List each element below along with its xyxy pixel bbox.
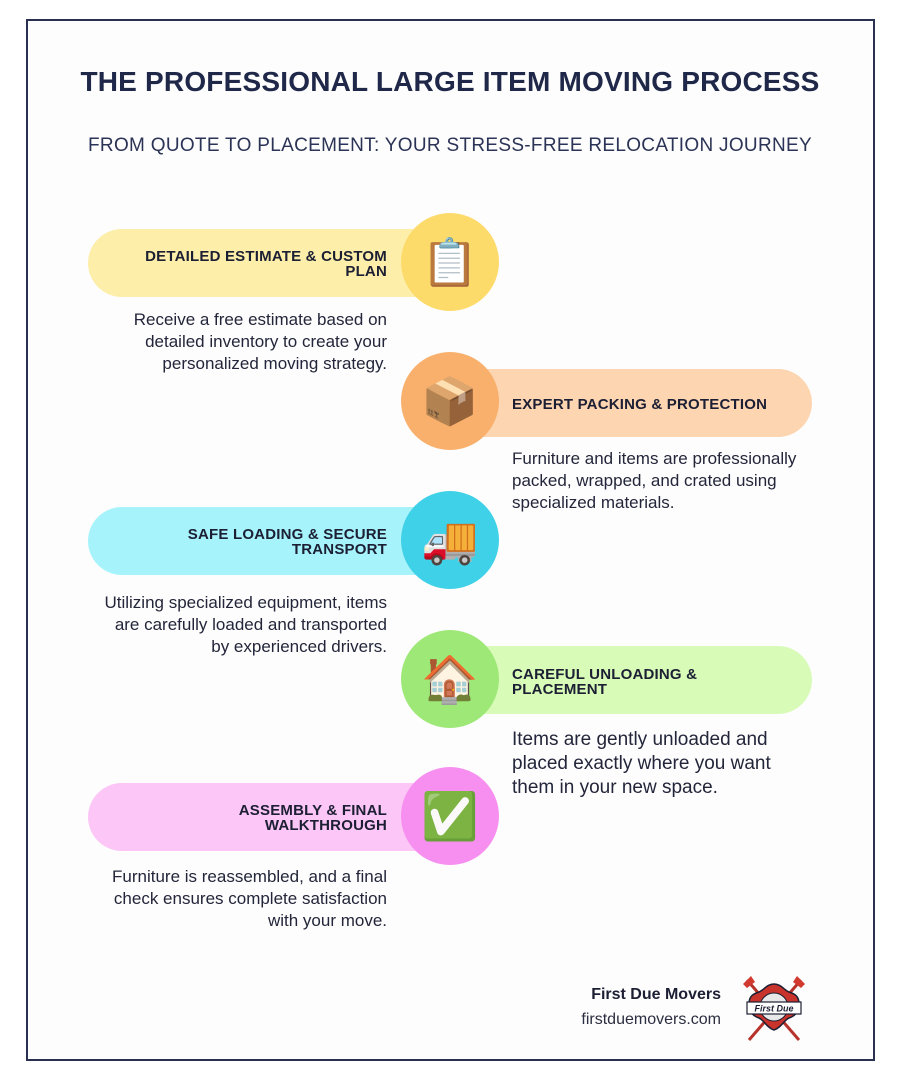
step-4-description: Items are gently unloaded and placed exactly where you want them in your new space. — [512, 729, 771, 798]
logo-text: First Due — [754, 1003, 794, 1014]
step-2-icon-circle — [401, 352, 499, 450]
step-2-description: Furniture and items are professionally packed, wrapped, and crated using specialized materials. — [512, 449, 797, 512]
page-title: THE PROFESSIONAL LARGE ITEM MOVING PROCESS — [80, 66, 820, 97]
step-5-icon-circle — [401, 767, 499, 865]
step-1-icon-circle — [401, 213, 499, 311]
firefighter-badge-logo-icon — [739, 974, 809, 1044]
step-4-icon-circle — [401, 630, 499, 728]
delivery-truck-icon: 🚚 — [421, 514, 479, 566]
step-5-description: Furniture is reassembled, and a final check ensures complete satisfaction with your move. — [112, 867, 387, 930]
step-3-title: SAFE LOADING & SECURE TRANSPORT — [187, 526, 387, 558]
brand-url[interactable]: firstduemovers.com — [581, 1011, 721, 1028]
check-mark-icon: ✅ — [421, 790, 479, 842]
step-3-icon-circle — [401, 491, 499, 589]
package-box-icon: 📦 — [421, 375, 479, 427]
step-1-title: DETAILED ESTIMATE & CUSTOM PLAN — [145, 248, 387, 280]
step-3-description: Utilizing specialized equipment, items are carefully loaded and transported by experienced drivers. — [104, 593, 387, 656]
page-subtitle: FROM QUOTE TO PLACEMENT: YOUR STRESS-FREE RELOCATION JOURNEY — [88, 135, 812, 156]
step-5-title: ASSEMBLY & FINAL WALKTHROUGH — [238, 802, 387, 834]
step-1-description: Receive a free estimate based on detailed inventory to create your personalized moving strategy. — [133, 310, 387, 373]
step-2-title: EXPERT PACKING & PROTECTION — [512, 396, 768, 413]
brand-name: First Due Movers — [591, 986, 721, 1003]
house-icon: 🏠 — [421, 653, 479, 705]
step-4-title: CAREFUL UNLOADING & PLACEMENT — [512, 666, 698, 698]
clipboard-icon: 📋 — [421, 236, 479, 288]
